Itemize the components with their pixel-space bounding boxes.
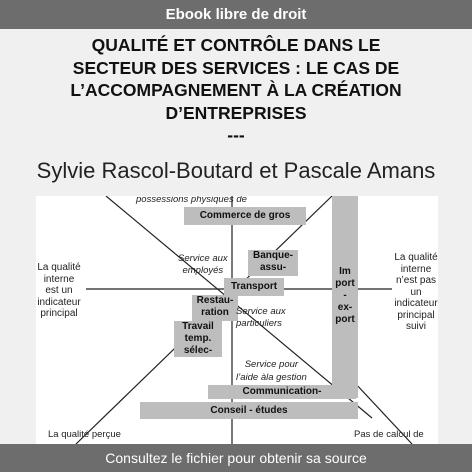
box-restauration: Restau- ration [192,295,238,321]
top-banner [0,0,472,29]
label-service-aux-particuliers: Service aux particuliers [236,306,286,329]
title-line: D’ENTREPRISES [165,102,307,123]
label-service-aide-gestion: Service pour l’aide àla gestion [236,359,307,383]
title-separator: --- [227,125,245,145]
box-commerce-de-gros: Commerce de gros [184,207,306,225]
bottom-right-label: Pas de calcul de [354,429,424,440]
authors: Sylvie Rascol-Boutard et Pascale Amans [36,158,436,183]
left-axis-label: La qualité interne est un indicateur principal [36,262,86,324]
title-line: QUALITÉ ET CONTRÔLE DANS LE [91,35,381,55]
box-banque-assurance: Banque- assu- [248,250,298,276]
title-line: SECTEUR DES SERVICES : LE CAS DE [72,57,400,78]
bottom-left-label: La qualité perçue [48,429,121,440]
top-caption: possessions physiques de [136,196,247,205]
book-title [20,34,452,147]
title-line: L’ACCOMPAGNEMENT À LA CRÉATION [70,80,402,100]
box-communication: Communication- [208,385,356,399]
top-banner-label: Ebook libre de droit [165,6,307,23]
box-import-export: Im port - ex- port [332,196,358,398]
bottom-banner [0,444,472,472]
box-travail-temporaire: Travail temp. sélec- [174,321,222,357]
bottom-banner-label: Consultez le fichier pour obtenir sa source [105,450,367,466]
label-service-aux-employes: Service aux employés [178,253,228,276]
right-axis-label: La qualité interne n’est pas un indicateur principal suivi [392,252,438,339]
box-transport: Transport [224,278,284,296]
box-conseil-etudes: Conseil - études [140,402,358,419]
figure-matrix [36,196,438,444]
